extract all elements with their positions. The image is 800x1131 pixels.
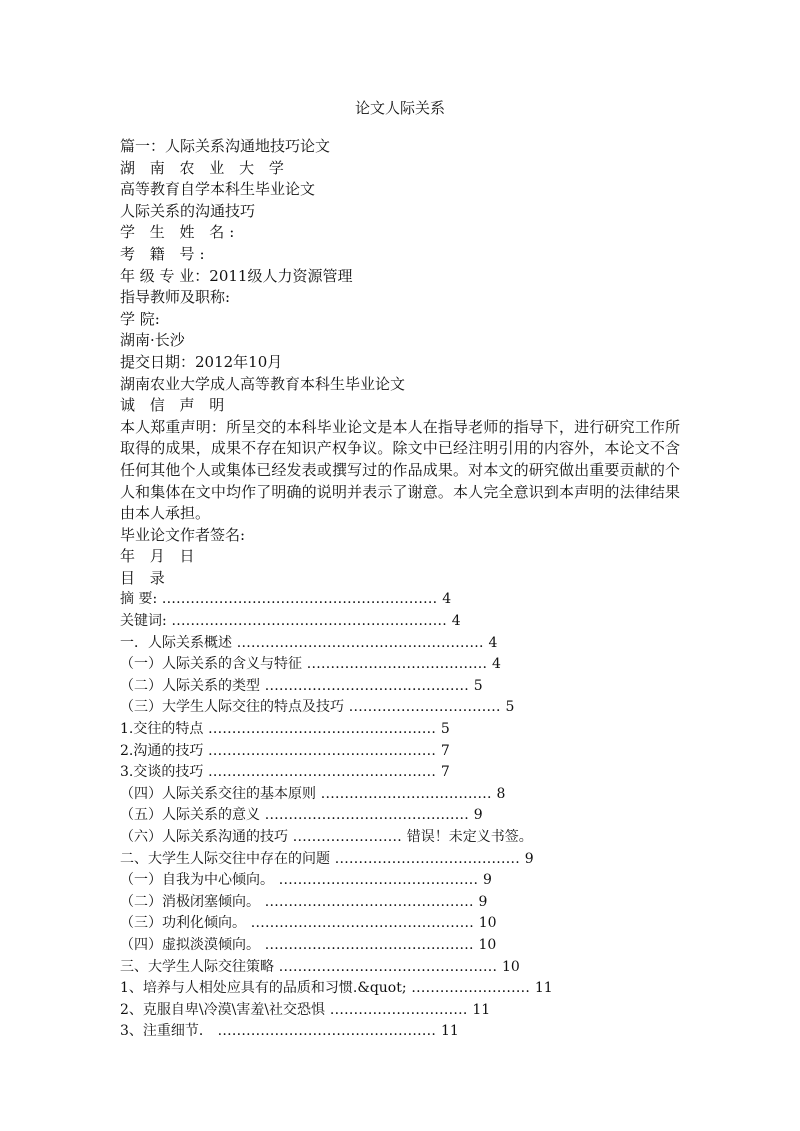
toc-entry-leader: ............................................	[260, 936, 479, 953]
toc-entry-leader: ................................................	[203, 742, 441, 759]
toc-entry[interactable]	[120, 827, 690, 849]
toc-entry-label: 2.沟通的技巧	[120, 742, 204, 759]
toc-entry-page: 4	[442, 591, 452, 608]
toc-entry-leader: ..........................................................	[157, 591, 443, 608]
toc-entry-leader: ................................	[344, 699, 506, 716]
signature-field: 毕业论文作者签名:	[120, 525, 246, 544]
declaration-header: 湖南农业大学成人高等教育本科生毕业论文	[120, 374, 406, 393]
toc-entry[interactable]	[120, 589, 690, 611]
advisor-field: 指导教师及职称:	[120, 288, 231, 307]
toc-entry[interactable]	[120, 935, 690, 957]
toc-entry-label: 3、注重细节．	[120, 1023, 213, 1040]
toc-entry-page: 11	[534, 980, 553, 997]
toc-entry-leader: .............................	[325, 1001, 473, 1018]
toc-entry-page: 4	[451, 613, 461, 630]
toc-entry[interactable]	[120, 741, 690, 763]
exam-number-field: 考 籍 号:	[120, 244, 210, 263]
toc-entry-leader: .......................	[288, 829, 407, 845]
toc-entry-page: 9	[524, 850, 534, 867]
document-body	[120, 136, 690, 1043]
toc-entry-label: （六）人际关系沟通的技巧	[120, 829, 288, 845]
toc-entry-label: （二）人际关系的类型	[120, 677, 260, 694]
toc-entry-label: 关键词:	[120, 613, 167, 630]
toc-entry[interactable]	[120, 849, 690, 871]
toc-entry-label: （三）大学生人际交往的特点及技巧	[120, 699, 344, 716]
page-title: 论文人际关系	[354, 99, 445, 117]
toc-entry-label: （一）人际关系的含义与特征	[120, 656, 302, 673]
toc-entry-page: 4	[492, 656, 501, 673]
toc-entry[interactable]	[120, 913, 690, 935]
toc-entry-page: 5	[473, 677, 483, 694]
location: 湖南·长沙	[120, 331, 185, 350]
toc-entry[interactable]	[120, 762, 690, 784]
toc-entry-leader: ...............................................	[246, 915, 479, 932]
toc-entry[interactable]	[120, 784, 690, 806]
toc-entry-label: （五）人际关系的意义	[120, 807, 260, 824]
toc-entry[interactable]	[120, 633, 690, 655]
toc-entry-page: 11	[440, 1023, 459, 1040]
toc-entry-label: 3.交谈的技巧	[120, 764, 204, 781]
toc-entry-page: 4	[488, 634, 498, 651]
toc-entry-leader: ...........................................	[260, 807, 474, 824]
toc-entry-page: 8	[496, 785, 506, 802]
toc-entry-label: （二）消极闭塞倾向。	[120, 893, 260, 910]
toc-entry-leader: ............................................	[260, 893, 479, 910]
toc-entry-label: 三、大学生人际交往策略	[120, 958, 274, 975]
toc-entry-label: 二、大学生人际交往中存在的问题	[120, 850, 330, 867]
toc-entry-page: 5	[440, 721, 450, 738]
toc-entry[interactable]	[120, 870, 690, 892]
toc-entry[interactable]	[120, 676, 690, 698]
toc-entry-leader: ..........................................	[274, 872, 484, 889]
toc-entry[interactable]	[120, 697, 690, 719]
toc-entry-leader: ..........................................................	[166, 613, 452, 630]
toc-entry[interactable]	[120, 978, 690, 1000]
declaration-body: 本人郑重声明：所呈交的本科毕业论文是本人在指导老师的指导下，进行研究工作所取得的成果，成果不存在知识产权争议。除文中已经注明引用的内容外，本论文不含任何其他个人或集体已经发表或撰写过的作品成果。对本文的研究做出重要贡献的个人和集体在文中均作了明确的说明并表示了谢意。本人完全意识到本声明的法律结果由本人承担。	[120, 417, 680, 523]
toc-entry-leader: .........................	[406, 980, 535, 997]
toc-entry-page: 错误！未定义书签。	[406, 829, 533, 845]
student-name-field: 学 生 姓 名:	[120, 223, 240, 242]
toc-entry-page: 10	[502, 958, 520, 975]
toc-entry-leader: ...........................................	[260, 677, 474, 694]
toc-entry-page: 9	[478, 893, 488, 910]
section-heading: 篇一：人际关系沟通地技巧论文	[120, 137, 331, 155]
toc-entry[interactable]	[120, 654, 690, 676]
toc-entry-label: 2、克服自卑\冷漠\害羞\社交恐惧	[120, 1001, 326, 1018]
declaration-title: 诚 信 声 明	[120, 396, 230, 415]
toc-entry-leader: .......................................	[330, 850, 525, 867]
table-of-contents	[120, 589, 690, 1042]
toc-entry-leader: ....................................................	[232, 634, 489, 651]
toc-entry-label: 摘 要:	[120, 591, 158, 608]
toc-entry-leader: ..............................................	[274, 958, 503, 975]
date-field: 年 月 日	[120, 547, 200, 566]
toc-entry-leader: ......................................	[302, 656, 493, 673]
university-name: 湖 南 农 业 大 学	[120, 158, 289, 177]
toc-entry[interactable]	[120, 957, 690, 979]
toc-entry-page: 5	[505, 699, 515, 716]
toc-entry-page: 10	[478, 936, 497, 953]
toc-entry-label: 1、培养与人相处应具有的品质和习惯.&quot;	[120, 980, 407, 997]
toc-entry-page: 9	[473, 807, 483, 824]
toc-entry-leader: ....................................	[316, 785, 497, 802]
toc-entry-page: 7	[440, 764, 450, 781]
toc-entry-page: 10	[478, 915, 497, 932]
toc-entry[interactable]	[120, 611, 690, 633]
toc-entry-label: （三）功利化倾向。	[120, 915, 246, 932]
thesis-type: 高等教育自学本科生毕业论文	[120, 180, 316, 199]
toc-entry-label: （四）虚拟淡漠倾向。	[120, 936, 260, 953]
toc-entry[interactable]	[120, 805, 690, 827]
toc-entry-leader: ..............................................	[212, 1023, 441, 1040]
toc-entry-leader: ................................................	[203, 721, 441, 738]
toc-entry[interactable]	[120, 719, 690, 741]
grade-major-field: 年 级 专 业：2011级人力资源管理	[120, 266, 353, 285]
toc-entry-label: 1.交往的特点	[120, 721, 204, 738]
college-field: 学 院:	[120, 309, 160, 328]
toc-entry[interactable]	[120, 892, 690, 914]
toc-entry-page: 11	[472, 1001, 491, 1018]
toc-entry-label: 一．人际关系概述	[120, 634, 232, 651]
toc-title: 目 录	[120, 568, 170, 587]
toc-entry-label: （四）人际关系交往的基本原则	[120, 785, 316, 802]
toc-entry-label: （一）自我为中心倾向。	[120, 872, 274, 889]
thesis-title: 人际关系的沟通技巧	[120, 201, 256, 220]
toc-entry-page: 9	[483, 872, 492, 889]
toc-entry-leader: ................................................	[203, 764, 441, 781]
toc-entry[interactable]	[120, 1021, 690, 1043]
toc-entry[interactable]	[120, 1000, 690, 1022]
submit-date: 提交日期：2012年10月	[120, 352, 283, 371]
toc-entry-page: 7	[440, 742, 450, 759]
